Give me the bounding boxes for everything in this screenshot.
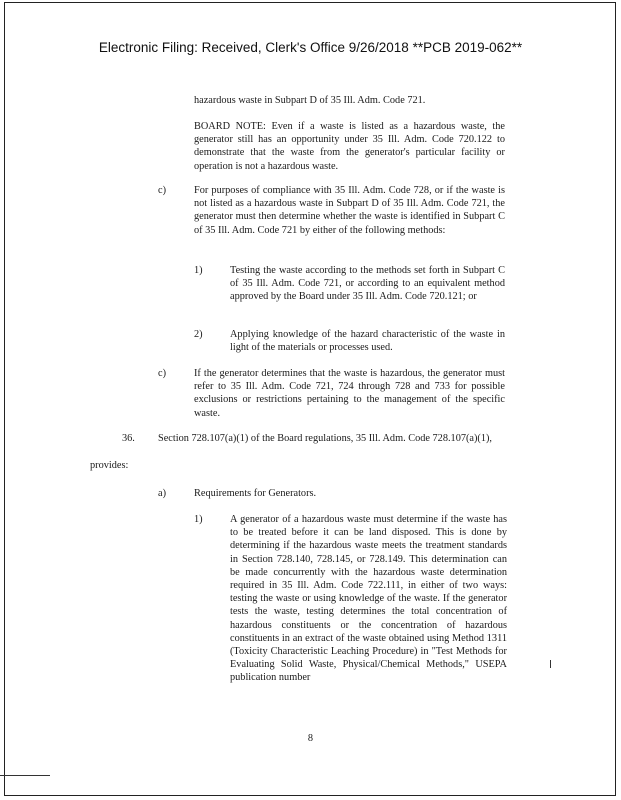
scan-mark-right (550, 660, 551, 668)
filing-header: Electronic Filing: Received, Clerk's Office 9/26/2018 **PCB 2019-062** (98, 40, 523, 55)
continuation-text: hazardous waste in Subpart D of 35 Ill. Adm. Code 721. (194, 95, 426, 106)
sub-a1-text: A generator of a hazardous waste must determine if the waste has to be treated before it can be land disposed. This is done by determining if the hazardous waste meets the treatment standards in Section 728.140, 728.145, or 728.149. This determination can be made concurrently with the hazardous waste determination required in 35 Ill. Adm. Code 722.111, in either of two ways: testing the waste or using knowledge of the waste. If the generator tests the waste, testing determines the total concentration of hazardous constituents or the concentration of hazardous constituents in an extract of the waste obtained using Method 1311 (Toxicity Characteristic Leaching Procedure) in "Test Methods for Evaluating Solid Waste, Physical/Chemical Methods," USEPA publication number (230, 514, 507, 684)
item-a-label: a) (158, 488, 166, 499)
board-note: BOARD NOTE: Even if a waste is listed as a hazardous waste, the generator still has an opportunity under 35 Ill. Adm. Code 720.122 to demonstrate that the waste from the generator's particular facility or operation is not a hazardous waste. (194, 121, 505, 172)
page-number: 8 (307, 733, 314, 744)
para-36-number: 36. (122, 433, 135, 444)
sub-1-label: 1) (194, 265, 203, 276)
item-c2-text: If the generator determines that the waste is hazardous, the generator must refer to 35 Ill. Adm. Code 721, 724 through 728 and 733 for possible exclusions or restrictions pertaining to the management of the specific waste. (194, 368, 505, 419)
item-a-text: Requirements for Generators. (194, 488, 317, 499)
sub-a1-label: 1) (194, 514, 203, 525)
sub-1-text: Testing the waste according to the methods set forth in Subpart C of 35 Ill. Adm. Code 721, or according to an equivalent method approved by the Board under 35 Ill. Adm. Code 720.121; or (230, 265, 505, 303)
para-36-text: Section 728.107(a)(1) of the Board regulations, 35 Ill. Adm. Code 728.107(a)(1), (158, 433, 493, 444)
para-36-continuation: provides: (90, 460, 129, 471)
sub-2-label: 2) (194, 329, 203, 340)
scan-mark-left (0, 775, 50, 776)
item-c2-label: c) (158, 368, 166, 379)
sub-2-text: Applying knowledge of the hazard characteristic of the waste in light of the materials or processes used. (230, 329, 505, 354)
item-c1-text: For purposes of compliance with 35 Ill. Adm. Code 728, or if the waste is not listed as a hazardous waste in Subpart D of 35 Ill. Adm. Code 721, the generator must then determine whether the waste is identified in Subpart C of 35 Ill. Adm. Code 721 by either of the following methods: (194, 185, 505, 236)
item-c1-label: c) (158, 185, 166, 196)
